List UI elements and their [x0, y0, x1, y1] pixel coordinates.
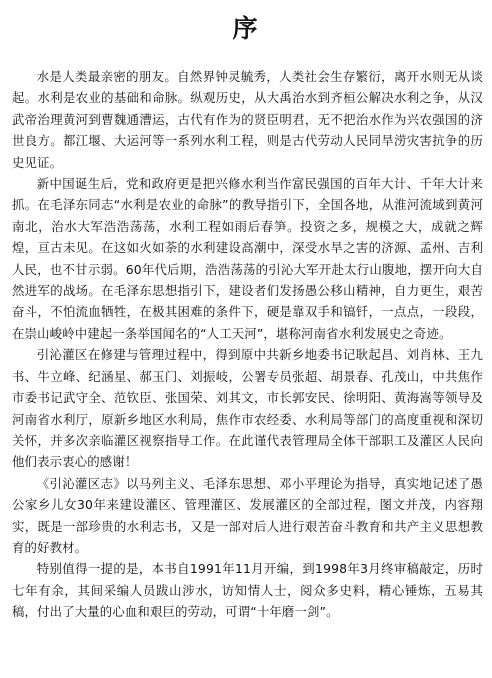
paragraph: 水是人类最亲密的朋友。自然界钟灵毓秀，人类社会生存繁衍，离开水则无从谈起。水利是农业的基础和命脉。纵观历史，从大禹治水到齐桓公解决水利之争，从汉武帝治理黄河到曹魏通漕运，古代有作为的贤臣明君，无不把治水作为兴农强国的济世良方。都江堰、大运河等一系列水利工程，则是古代劳动人民同旱涝灾害抗争的历史见证。 — [12, 69, 483, 170]
paragraph: 《引沁灌区志》以马列主义、毛泽东思想、邓小平理论为指导，真实地记述了愚公家乡儿女30年来建设灌区、管理灌区、发展灌区的全部过程，图文并茂，内容翔实，既是一部珍贵的水利志书，又是一部对后人进行艰苦奋斗教育和共产主义思想教育的好教材。 — [12, 475, 483, 555]
paragraph: 特别值得一提的是，本书自1991年11月开编，到1998年3月终审稿敲定，历时七年有余，其间采编人员跋山涉水，访知情人士，阅众多史料，精心锤炼，五易其稿，付出了大量的心血和艰巨的劳动，可谓“十年磨一剑”。 — [12, 561, 483, 620]
paragraph: 引沁灌区在修建与管理过程中，得到原中共新乡地委书记耿起昌、刘肖林、王九书、牛立峰、纪涵星、郝玉门、刘振岐，公署专员张超、胡景春、孔茂山，中共焦作市委书记武守全、范钦臣、张国荣、刘其文，市长郭安民、徐明阳、黄海嵩等领导及河南省水利厅，原新乡地区水利局，焦作市农经委、水利局等部门的高度重视和深切关怀，并多次亲临灌区视察指导工作。在此谨代表管理局全体干部职工及灌区人民向他们表示衷心的感谢！ — [12, 347, 483, 470]
paragraph: 新中国诞生后，党和政府更是把兴修水利当作富民强国的百年大计、千年大计来抓。在毛泽东同志“水利是农业的命脉”的教导指引下，全国各地，从淮河流域到黄河南北，治水大军浩浩荡荡，水利工程如雨后春笋。投资之多，规模之大，成就之辉煌，亘古未见。在这如火如荼的水利建设高潮中，深受水旱之害的济源、孟州、吉利人民，也不甘示弱。60年代后期，浩浩荡荡的引沁大军开赴太行山腹地，摆开向大自然进军的战场。在毛泽东思想指引下，建设者们发扬愚公移山精神，自力更生，艰苦奋斗，不怕流血牺牲，在极其困难的条件下，硬是靠双手和镐钎，一点点，一段段，在崇山峻岭中建起一条举国闻名的“人工天河”，堪称河南省水利发展史之奇迹。 — [12, 176, 483, 341]
document-title: 序 — [232, 14, 260, 43]
document-body — [12, 66, 483, 623]
